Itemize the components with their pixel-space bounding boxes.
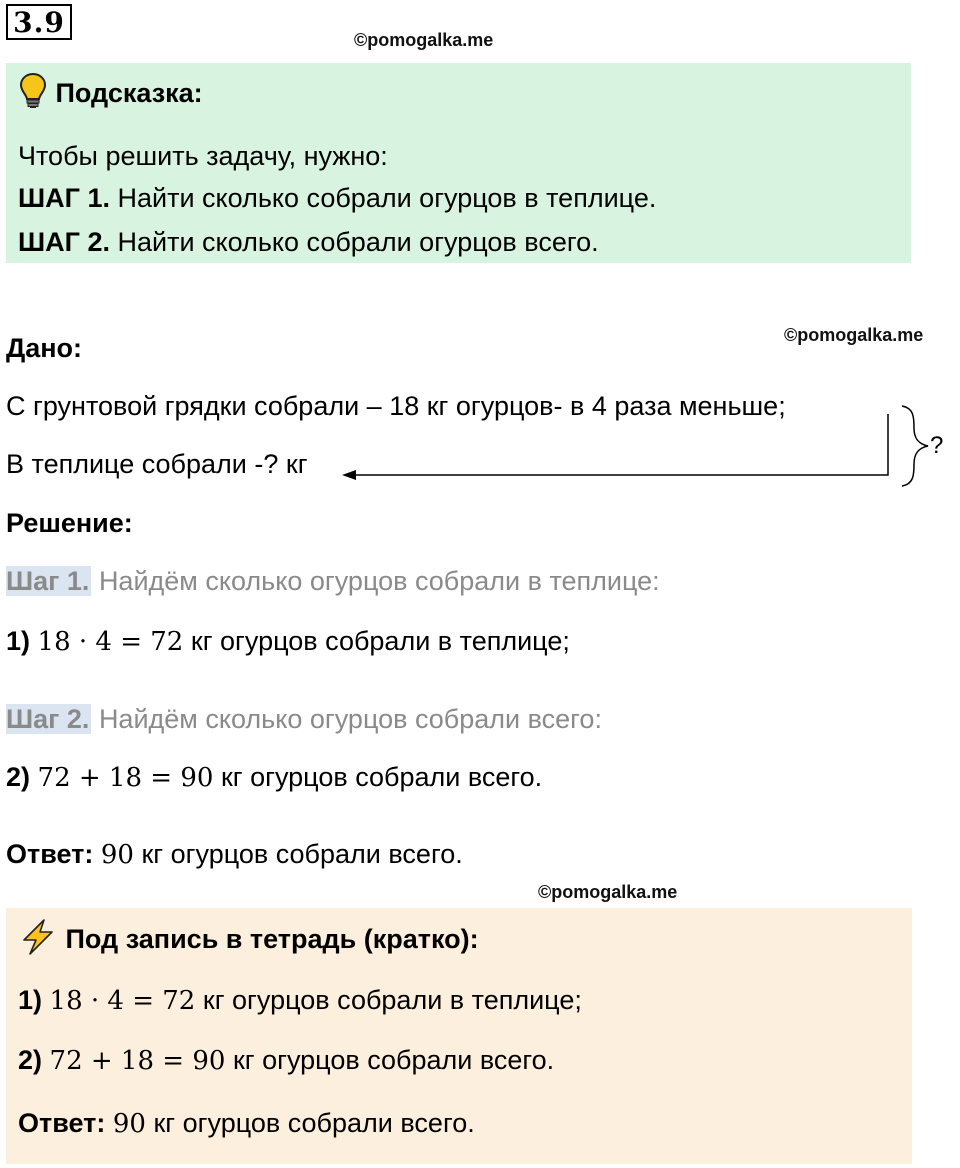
hint-step-1-text: Найти сколько собрали огурцов в теплице. xyxy=(117,183,657,213)
calc-2-expr: 72 + 18 = 90 xyxy=(37,763,214,793)
given-line-1: С грунтовой грядки собрали – 18 кг огурцов- в 4 раза меньше; xyxy=(6,391,786,421)
hint-title-row xyxy=(18,72,203,118)
answer-value: 90 xyxy=(100,840,134,870)
answer-row xyxy=(6,837,463,872)
notebook-answer xyxy=(18,1106,475,1141)
task-number: 3.9 xyxy=(6,4,72,40)
hint-step-1 xyxy=(18,181,656,215)
notebook-answer-label: Ответ: xyxy=(18,1108,106,1138)
hint-step-2 xyxy=(18,225,599,259)
calc-1-num: 1) xyxy=(6,626,31,656)
solution-calc-1 xyxy=(6,624,570,659)
notebook-calc-1-num: 1) xyxy=(18,985,43,1015)
step-2-label: Шаг 2. xyxy=(6,704,90,734)
step-1-label: Шаг 1. xyxy=(6,566,90,596)
given-label: Дано: xyxy=(6,333,83,363)
given-relation-diagram xyxy=(340,400,960,495)
calc-1-expr: 18 · 4 = 72 xyxy=(37,627,184,657)
hint-step-1-label: ШАГ 1. xyxy=(18,183,110,213)
notebook-title: Под запись в тетрадь (кратко): xyxy=(65,924,479,955)
notebook-calc-1 xyxy=(18,983,582,1018)
calc-2-text: кг огурцов собрали всего. xyxy=(220,762,543,792)
hint-step-2-text: Найти сколько собрали огурцов всего. xyxy=(117,227,599,257)
notebook-calc-2-expr: 72 + 18 = 90 xyxy=(49,1046,226,1076)
notebook-title-row xyxy=(18,918,479,964)
calc-1-text: кг огурцов собрали в теплице; xyxy=(190,626,570,656)
watermark-top: ©pomogalka.me xyxy=(354,30,494,50)
hint-intro: Чтобы решить задачу, нужно: xyxy=(18,141,388,171)
lightning-icon xyxy=(18,918,58,964)
solution-label: Решение: xyxy=(6,508,133,538)
answer-text: кг огурцов собрали всего. xyxy=(141,839,463,869)
notebook-calc-2 xyxy=(18,1043,554,1078)
lightbulb-icon xyxy=(18,72,48,118)
curly-brace-icon xyxy=(902,406,928,486)
step-1-text: Найдём сколько огурцов собрали в теплице: xyxy=(98,566,660,596)
notebook-answer-text: кг огурцов собрали всего. xyxy=(153,1108,475,1138)
solution-calc-2 xyxy=(6,760,542,795)
solution-step-2 xyxy=(6,702,602,736)
notebook-calc-2-text: кг огурцов собрали всего. xyxy=(232,1045,555,1075)
arrow-head-icon xyxy=(342,470,356,480)
notebook-calc-1-text: кг огурцов собрали в теплице; xyxy=(202,985,582,1015)
step-2-text: Найдём сколько огурцов собрали всего: xyxy=(98,704,602,734)
notebook-calc-1-expr: 18 · 4 = 72 xyxy=(49,986,196,1016)
calc-2-num: 2) xyxy=(6,762,31,792)
notebook-answer-value: 90 xyxy=(112,1109,146,1139)
answer-label: Ответ: xyxy=(6,839,94,869)
notebook-calc-2-num: 2) xyxy=(18,1045,43,1075)
solution-step-1 xyxy=(6,564,660,598)
relation-arrow-line xyxy=(352,414,888,475)
hint-step-2-label: ШАГ 2. xyxy=(18,227,110,257)
hint-title: Подсказка: xyxy=(55,78,203,109)
watermark-middle: ©pomogalka.me xyxy=(784,325,924,345)
given-line-2: В теплице собрали -? кг xyxy=(6,449,308,479)
brace-question-mark: ? xyxy=(930,432,944,459)
watermark-bottom: ©pomogalka.me xyxy=(538,882,678,902)
